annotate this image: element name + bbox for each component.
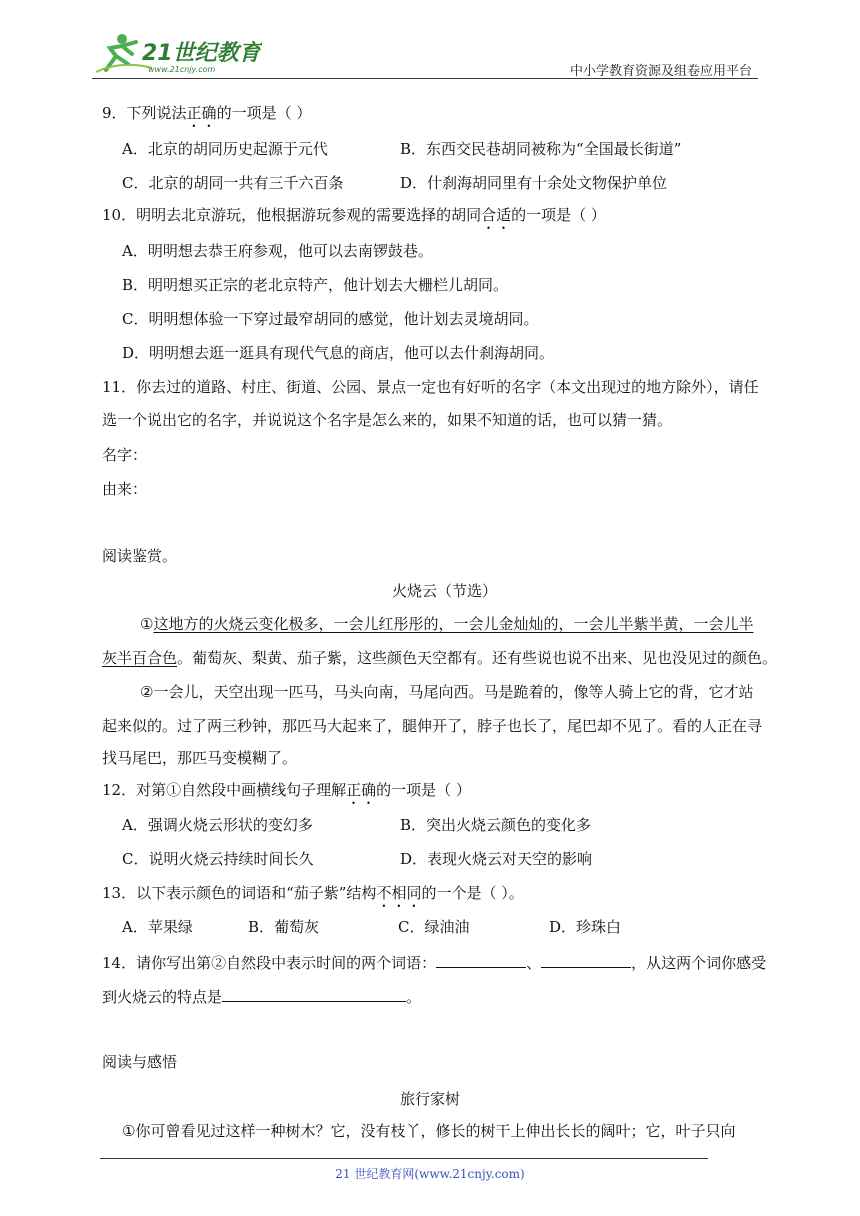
question-13-stem: 13．以下表示颜色的词语和“茄子紫”结构不相同的一个是（ ）。 bbox=[102, 884, 524, 902]
passage-p2-line1: ②一会儿，天空出现一匹马，马头向南，马尾向西。马是跪着的，像等人骑上它的背，它才站 bbox=[140, 683, 754, 701]
section-heading-reading-reflection: 阅读与感悟 bbox=[102, 1053, 178, 1071]
name-label: 名字： bbox=[102, 446, 148, 464]
answer-blank-3[interactable] bbox=[222, 987, 406, 1002]
q9-option-b: B．东西交民巷胡同被称为“全国最长街道” bbox=[400, 140, 682, 158]
passage-p2-line2: 起来似的。过了两三秒钟，那匹马大起来了，腿伸开了，脖子也长了，尾巴却不见了。看的人正在寻 bbox=[102, 717, 763, 735]
passage2-p1-line1: ①你可曾看见过这样一种树木？它，没有枝丫，修长的树干上伸出长长的阔叶；它，叶子只向 bbox=[122, 1122, 736, 1140]
q13-option-b: B．葡萄灰 bbox=[248, 918, 320, 936]
question-10-stem: 10．明明去北京游玩，他根据游玩参观的需要选择的胡同合适的一项是（ ） bbox=[102, 206, 606, 224]
q10-option-d: D．明明想去逛一逛具有现代气息的商店，他可以去什刹海胡同。 bbox=[122, 344, 555, 362]
question-11-line1: 11．你去过的道路、村庄、街道、公园、景点一定也有好听的名字（本文出现过的地方除外），请任 bbox=[102, 378, 759, 396]
passage-title-lvxingjiashu: 旅行家树 bbox=[400, 1090, 461, 1108]
passage-p1-line2: 灰半百合色。葡萄灰、梨黄、茄子紫，这些颜色天空都有。还有些说也说不出来、见也没见过的颜色。 bbox=[102, 649, 778, 667]
section-heading-reading-appreciation: 阅读鉴赏。 bbox=[102, 547, 178, 565]
q12-option-a: A．强调火烧云形状的变幻多 bbox=[122, 816, 313, 834]
q12-option-c: C．说明火烧云持续时间长久 bbox=[122, 850, 314, 868]
logo bbox=[92, 30, 262, 76]
question-14-line1: 14．请你写出第②自然段中表示时间的两个词语： 、 ，从这两个词你感受 bbox=[102, 954, 767, 972]
page-header bbox=[92, 30, 758, 79]
logo-url: www.21cnjy.com bbox=[148, 65, 216, 74]
q13-option-d: D．珍珠白 bbox=[549, 918, 622, 936]
question-14-line2: 到火烧云的特点是 。 bbox=[102, 988, 422, 1006]
answer-blank-1[interactable] bbox=[436, 953, 526, 968]
passage-p1-line1: ①这地方的火烧云变化极多，一会儿红彤彤的，一会儿金灿灿的，一会儿半紫半黄，一会儿半 bbox=[140, 615, 754, 633]
footer-divider bbox=[100, 1158, 708, 1159]
passage-title-huoshaoyun: 火烧云（节选） bbox=[392, 582, 498, 600]
q9-option-a: A．北京的胡同历史起源于元代 bbox=[122, 140, 328, 158]
passage-p2-line3: 找马尾巴，那匹马变模糊了。 bbox=[102, 749, 298, 767]
origin-label: 由来： bbox=[102, 480, 148, 498]
question-12-stem: 12．对第①自然段中画横线句子理解正确的一项是（ ） bbox=[102, 781, 471, 799]
q12-option-d: D．表现火烧云对天空的影响 bbox=[400, 850, 593, 868]
q13-option-a: A．苹果绿 bbox=[122, 918, 193, 936]
q10-option-b: B．明明想买正宗的老北京特产，他计划去大栅栏儿胡同。 bbox=[122, 276, 509, 294]
question-9-stem: 9．下列说法正确的一项是（ ） bbox=[102, 104, 312, 122]
q10-option-a: A．明明想去恭王府参观，他可以去南锣鼓巷。 bbox=[122, 242, 433, 260]
logo-text: 21世纪教育 bbox=[142, 41, 261, 66]
footer-text[interactable]: 21 世纪教育网(www.21cnjy.com) bbox=[335, 1167, 525, 1181]
header-platform-text: 中小学教育资源及组卷应用平台 bbox=[569, 64, 752, 79]
q9-option-c: C．北京的胡同一共有三千六百条 bbox=[122, 174, 344, 192]
q12-option-b: B．突出火烧云颜色的变化多 bbox=[400, 816, 592, 834]
q9-option-d: D．什刹海胡同里有十余处文物保护单位 bbox=[400, 174, 668, 192]
q10-option-c: C．明明想体验一下穿过最窄胡同的感觉，他计划去灵境胡同。 bbox=[122, 310, 539, 328]
question-11-line2: 选一个说出它的名字，并说说这个名字是怎么来的，如果不知道的话，也可以猜一猜。 bbox=[102, 411, 673, 429]
answer-blank-2[interactable] bbox=[541, 953, 631, 968]
q13-option-c: C．绿油油 bbox=[398, 918, 470, 936]
